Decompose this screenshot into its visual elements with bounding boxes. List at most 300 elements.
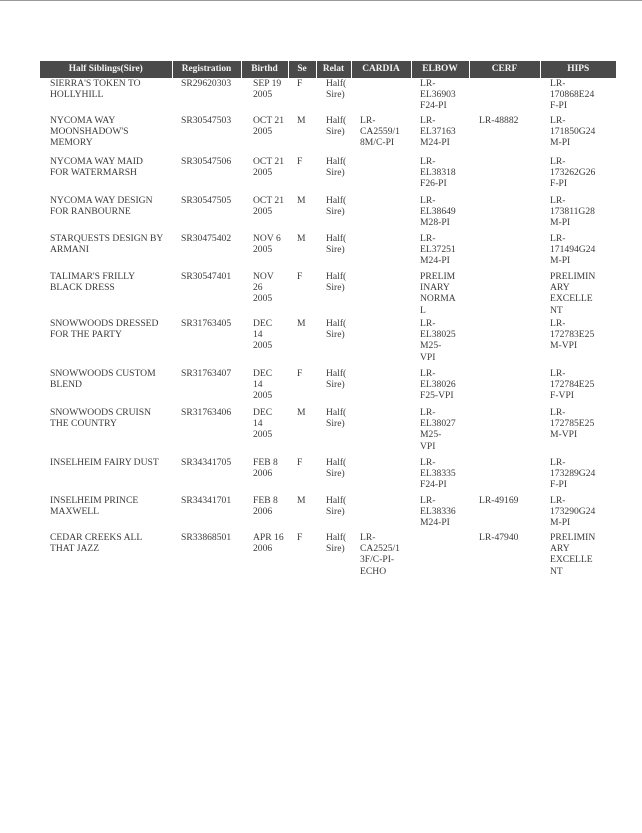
elbow-result-line: M25- [420,340,442,352]
relation [316,115,351,156]
registration-number-line: SR31763406 [181,407,232,418]
sibling-name [40,532,172,580]
hips-result-line: NT [550,304,563,316]
header-cerf: CERF [469,61,540,78]
sex [288,195,316,233]
registration-number [172,318,241,368]
sibling-name-line: INSELHEIM PRINCE [50,495,139,506]
birthdate-line: 2005 [253,390,273,402]
hips-result-line: F-VPI [550,390,574,402]
registration-number [172,78,241,115]
sibling-name-line: FOR RANBOURNE [50,206,131,218]
relation-line: Sire) [326,282,345,294]
sex [288,407,316,457]
sibling-name [40,407,172,457]
relation [316,457,351,495]
elbow-result-line: LR- [420,495,436,506]
hips-result-line: LR- [550,115,566,126]
elbow-result-line: M28-PI [420,217,450,229]
registration-number-line: SR30547506 [181,156,232,167]
sex [288,78,316,115]
sibling-name-line: SNOWWOODS CRUISN [50,407,152,418]
registration-number-line: SR34341701 [181,495,232,506]
elbow-result [411,457,469,495]
birthdate [241,271,288,318]
hips-result-line: LR- [550,407,566,418]
elbow-result-line: M24-PI [420,517,450,529]
sibling-name-line: HOLLYHILL [50,89,104,101]
registration-number-line: SR33868501 [181,532,232,543]
table-row [40,233,616,271]
sibling-name-line: TALIMAR'S FRILLY [50,271,136,282]
elbow-result-line: LR- [420,115,436,126]
birthdate [241,368,288,407]
hips-result-line: 172783E25 [550,329,595,341]
hips-result-line: F-PI [550,178,568,190]
birthdate-line: 26 [253,282,263,294]
birthdate-line: FEB 8 [253,457,278,468]
sibling-name-line: BLACK DRESS [50,282,115,294]
sex [288,271,316,318]
sibling-name-line: MOONSHADOW'S [50,126,129,138]
sex [288,532,316,580]
relation-line: Sire) [326,126,345,138]
relation-line: Half( [326,156,347,167]
cerf-result-line: LR-47940 [479,532,519,543]
hips-result-line: 173289G24 [550,468,596,480]
hips-result-line: F-PI [550,100,568,112]
hips-result [540,156,616,195]
birthdate [241,233,288,271]
cardia-result [351,457,411,495]
birthdate-line: NOV [253,271,274,282]
hips-result-line: LR- [550,495,566,506]
hips-result [540,457,616,495]
elbow-result-line: LR- [420,78,436,89]
registration-number [172,115,241,156]
birthdate-line: 2006 [253,543,273,555]
hips-result-line: EXCELLE [550,554,593,566]
sibling-name [40,457,172,495]
sibling-name-line: MEMORY [50,137,93,149]
hips-result-line: 172785E25 [550,418,595,430]
sex [288,233,316,271]
relation-line: Half( [326,233,347,244]
sibling-name [40,156,172,195]
hips-result [540,407,616,457]
cardia-result-line: CA2525/1 [360,543,400,555]
table-header [40,61,616,78]
elbow-result-line: M25- [420,429,442,441]
registration-number-line: SR34341705 [181,457,232,468]
hips-result-line: M-PI [550,217,571,229]
hips-result-line: 171850G24 [550,126,596,138]
cerf-result [469,368,540,407]
cardia-result [351,271,411,318]
elbow-result-line: VPI [420,440,436,452]
sibling-name-line: THE COUNTRY [50,418,117,430]
sex-line: F [297,457,303,468]
header-half-siblings: Half Siblings(Sire) [40,61,172,78]
registration-number [172,532,241,580]
registration-number [172,457,241,495]
hips-result-line: M-VPI [550,340,578,352]
registration-number-line: SR31763407 [181,368,232,379]
sibling-name [40,368,172,407]
cerf-result [469,115,540,156]
cardia-result [351,368,411,407]
hips-result [540,271,616,318]
sibling-name [40,78,172,115]
hips-result-line: LR- [550,78,566,89]
relation-line: Sire) [326,329,345,341]
relation-line: Sire) [326,89,345,101]
birthdate-line: 2005 [253,126,273,138]
birthdate [241,495,288,532]
hips-result [540,115,616,156]
header-cardia: CARDIA [351,61,411,78]
elbow-result-line: LR- [420,233,436,244]
sex-line: M [297,318,306,329]
sex [288,495,316,532]
cerf-result [469,78,540,115]
cardia-result [351,407,411,457]
birthdate-line: 2005 [253,340,273,352]
relation [316,407,351,457]
relation-line: Sire) [326,543,345,555]
birthdate-line: APR 16 [253,532,284,543]
sex [288,156,316,195]
sex [288,457,316,495]
cardia-result [351,532,411,580]
elbow-result [411,271,469,318]
hips-result [540,78,616,115]
hips-result-line: 170868E24 [550,89,595,101]
elbow-result-line: F26-PI [420,178,447,190]
sibling-name-line: FOR WATERMARSH [50,167,137,179]
sex-line: M [297,115,306,126]
table-row [40,156,616,195]
table-row [40,271,616,318]
sex-line: F [297,78,303,89]
relation-line: Half( [326,78,347,89]
hips-result-line: 172784E25 [550,379,595,391]
table-body [40,78,616,580]
birthdate-line: 2006 [253,506,273,518]
cerf-result-line: LR-49169 [479,495,519,506]
table-row [40,532,616,580]
birthdate [241,318,288,368]
birthdate-line: OCT 21 [253,195,285,206]
hips-result-line: F-PI [550,479,568,491]
elbow-result-line: F24-PI [420,100,447,112]
sex-line: F [297,532,303,543]
sex-line: F [297,368,303,379]
relation-line: Half( [326,532,347,543]
sibling-name-line: SNOWWOODS CUSTOM [50,368,156,379]
relation-line: Half( [326,195,347,206]
hips-result-line: PRELIMIN [550,271,596,282]
registration-number-line: SR30547503 [181,115,232,126]
cardia-result-line: LR- [360,532,376,543]
cerf-result [469,457,540,495]
header-row [40,61,616,78]
sex-line: F [297,156,303,167]
birthdate-line: OCT 21 [253,115,285,126]
scan-top-edge [0,0,642,1]
cerf-result [469,318,540,368]
elbow-result-line: EL38336 [420,506,456,518]
elbow-result-line: VPI [420,351,436,363]
cardia-result [351,318,411,368]
cerf-result [469,233,540,271]
relation-line: Half( [326,495,347,506]
elbow-result-line: L [420,304,426,316]
relation-line: Sire) [326,506,345,518]
registration-number-line: SR29620303 [181,78,232,89]
elbow-result-line: LR- [420,195,436,206]
birthdate-line: FEB 8 [253,495,278,506]
birthdate-line: 2005 [253,244,273,256]
hips-result-line: LR- [550,156,566,167]
elbow-result-line: EL38027 [420,418,456,430]
registration-number [172,495,241,532]
table-row [40,407,616,457]
relation-line: Sire) [326,167,345,179]
sibling-name [40,495,172,532]
sex-line: M [297,233,306,244]
elbow-result [411,78,469,115]
sex-line: M [297,407,306,418]
sibling-name-line: THAT JAZZ [50,543,100,555]
birthdate-line: 2005 [253,167,273,179]
hips-result-line: M-PI [550,255,571,267]
hips-result-line: ARY [550,543,570,555]
hips-result [540,368,616,407]
relation [316,318,351,368]
cardia-result-line: LR- [360,115,376,126]
sibling-name-line: BLEND [50,379,82,391]
birthdate-line: 2005 [253,89,273,101]
registration-number-line: SR30475402 [181,233,232,244]
table-row [40,495,616,532]
elbow-result-line: EL38335 [420,468,456,480]
cerf-result [469,156,540,195]
sibling-name-line: SNOWWOODS DRESSED [50,318,159,329]
elbow-result-line: LR- [420,407,436,418]
birthdate-line: 2005 [253,206,273,218]
sex-line: F [297,271,303,282]
registration-number-line: SR31763405 [181,318,232,329]
cardia-result [351,495,411,532]
elbow-result [411,195,469,233]
birthdate-line: 2006 [253,468,273,480]
relation [316,156,351,195]
birthdate-line: OCT 21 [253,156,285,167]
elbow-result [411,407,469,457]
hips-result-line: M-PI [550,137,571,149]
hips-result-line: LR- [550,457,566,468]
hips-result-line: LR- [550,195,566,206]
table-row [40,195,616,233]
registration-number [172,195,241,233]
elbow-result-line: NORMA [420,293,456,305]
header-registration: Registration [172,61,241,78]
registration-number [172,271,241,318]
sex-line: M [297,495,306,506]
hips-result-line: EXCELLE [550,293,593,305]
birthdate [241,195,288,233]
hips-result-line: 173811G28 [550,206,595,218]
relation-line: Half( [326,457,347,468]
sibling-name-line: INSELHEIM FAIRY DUST [50,457,159,468]
relation-line: Sire) [326,468,345,480]
header-elbow: ELBOW [411,61,469,78]
elbow-result-line: EL38025 [420,329,456,341]
elbow-result-line: EL37163 [420,126,456,138]
sibling-name-line: CEDAR CREEKS ALL [50,532,143,543]
registration-number [172,368,241,407]
sex [288,368,316,407]
hips-result-line: LR- [550,318,566,329]
sibling-name-line: ARMANI [50,244,89,256]
sex [288,115,316,156]
relation [316,495,351,532]
relation-line: Half( [326,318,347,329]
hips-result-line: ARY [550,282,570,294]
hips-result-line: 173290G24 [550,506,596,518]
hips-result-line: LR- [550,233,566,244]
birthdate-line: SEP 19 [253,78,282,89]
elbow-result [411,532,469,580]
elbow-result-line: EL36903 [420,89,456,101]
elbow-result-line: PRELIM [420,271,456,282]
elbow-result-line: M24-PI [420,255,450,267]
elbow-result-line: EL37251 [420,244,456,256]
relation-line: Half( [326,407,347,418]
hips-result-line: PRELIMIN [550,532,596,543]
registration-number-line: SR30547505 [181,195,232,206]
relation [316,368,351,407]
registration-number [172,407,241,457]
header-relation: Relat [316,61,351,78]
cardia-result [351,115,411,156]
birthdate-line: 2005 [253,293,273,305]
sibling-name [40,195,172,233]
cardia-result-line: 3F/C-PI- [360,554,395,566]
sibling-name [40,271,172,318]
hips-result [540,495,616,532]
birthdate-line: 14 [253,329,263,341]
cerf-result [469,407,540,457]
hips-result [540,233,616,271]
relation-line: Sire) [326,244,345,256]
cerf-result [469,271,540,318]
birthdate-line: DEC [253,407,273,418]
cardia-result-line: 8M/C-PI [360,137,395,149]
header-hips: HIPS [540,61,616,78]
elbow-result [411,156,469,195]
cerf-result [469,532,540,580]
relation [316,532,351,580]
cerf-result [469,195,540,233]
birthdate [241,532,288,580]
elbow-result-line: EL38649 [420,206,456,218]
table-row [40,318,616,368]
birthdate [241,78,288,115]
elbow-result [411,115,469,156]
sibling-name-line: NYCOMA WAY MAID [50,156,143,167]
relation-line: Half( [326,271,347,282]
registration-number [172,233,241,271]
hips-result-line: M-PI [550,517,571,529]
half-siblings-table [40,61,616,580]
birthdate-line: DEC [253,318,273,329]
cerf-result-line: LR-48882 [479,115,519,126]
header-birthdate: Birthd [241,61,288,78]
relation [316,195,351,233]
table-row [40,115,616,156]
birthdate [241,156,288,195]
elbow-result-line: M24-PI [420,137,450,149]
relation-line: Sire) [326,206,345,218]
relation-line: Sire) [326,379,345,391]
relation [316,233,351,271]
relation [316,271,351,318]
sibling-name-line: NYCOMA WAY DESIGN [50,195,153,206]
cardia-result [351,78,411,115]
relation-line: Half( [326,368,347,379]
table-row [40,457,616,495]
relation-line: Half( [326,115,347,126]
elbow-result [411,368,469,407]
cardia-result-line: CA2559/1 [360,126,400,138]
elbow-result [411,495,469,532]
elbow-result [411,233,469,271]
table-row [40,368,616,407]
cardia-result [351,233,411,271]
elbow-result-line: F24-PI [420,479,447,491]
birthdate-line: DEC [253,368,273,379]
elbow-result-line: LR- [420,156,436,167]
birthdate [241,457,288,495]
sibling-name [40,318,172,368]
sex [288,318,316,368]
birthdate [241,407,288,457]
registration-number [172,156,241,195]
cardia-result-line: ECHO [360,565,387,577]
birthdate-line: NOV 6 [253,233,281,244]
header-sex: Se [288,61,316,78]
elbow-result [411,318,469,368]
elbow-result-line: LR- [420,457,436,468]
sibling-name-line: NYCOMA WAY [50,115,116,126]
birthdate-line: 14 [253,379,263,391]
relation [316,78,351,115]
elbow-result-line: EL38026 [420,379,456,391]
sibling-name [40,115,172,156]
sibling-name-line: SIERRA'S TOKEN TO [50,78,141,89]
elbow-result-line: INARY [420,282,450,294]
hips-result-line: 173262G26 [550,167,596,179]
hips-result [540,195,616,233]
birthdate-line: 14 [253,418,263,430]
birthdate-line: 2005 [253,429,273,441]
hips-result-line: LR- [550,368,566,379]
registration-number-line: SR30547401 [181,271,232,282]
relation-line: Sire) [326,418,345,430]
hips-result-line: M-VPI [550,429,578,441]
